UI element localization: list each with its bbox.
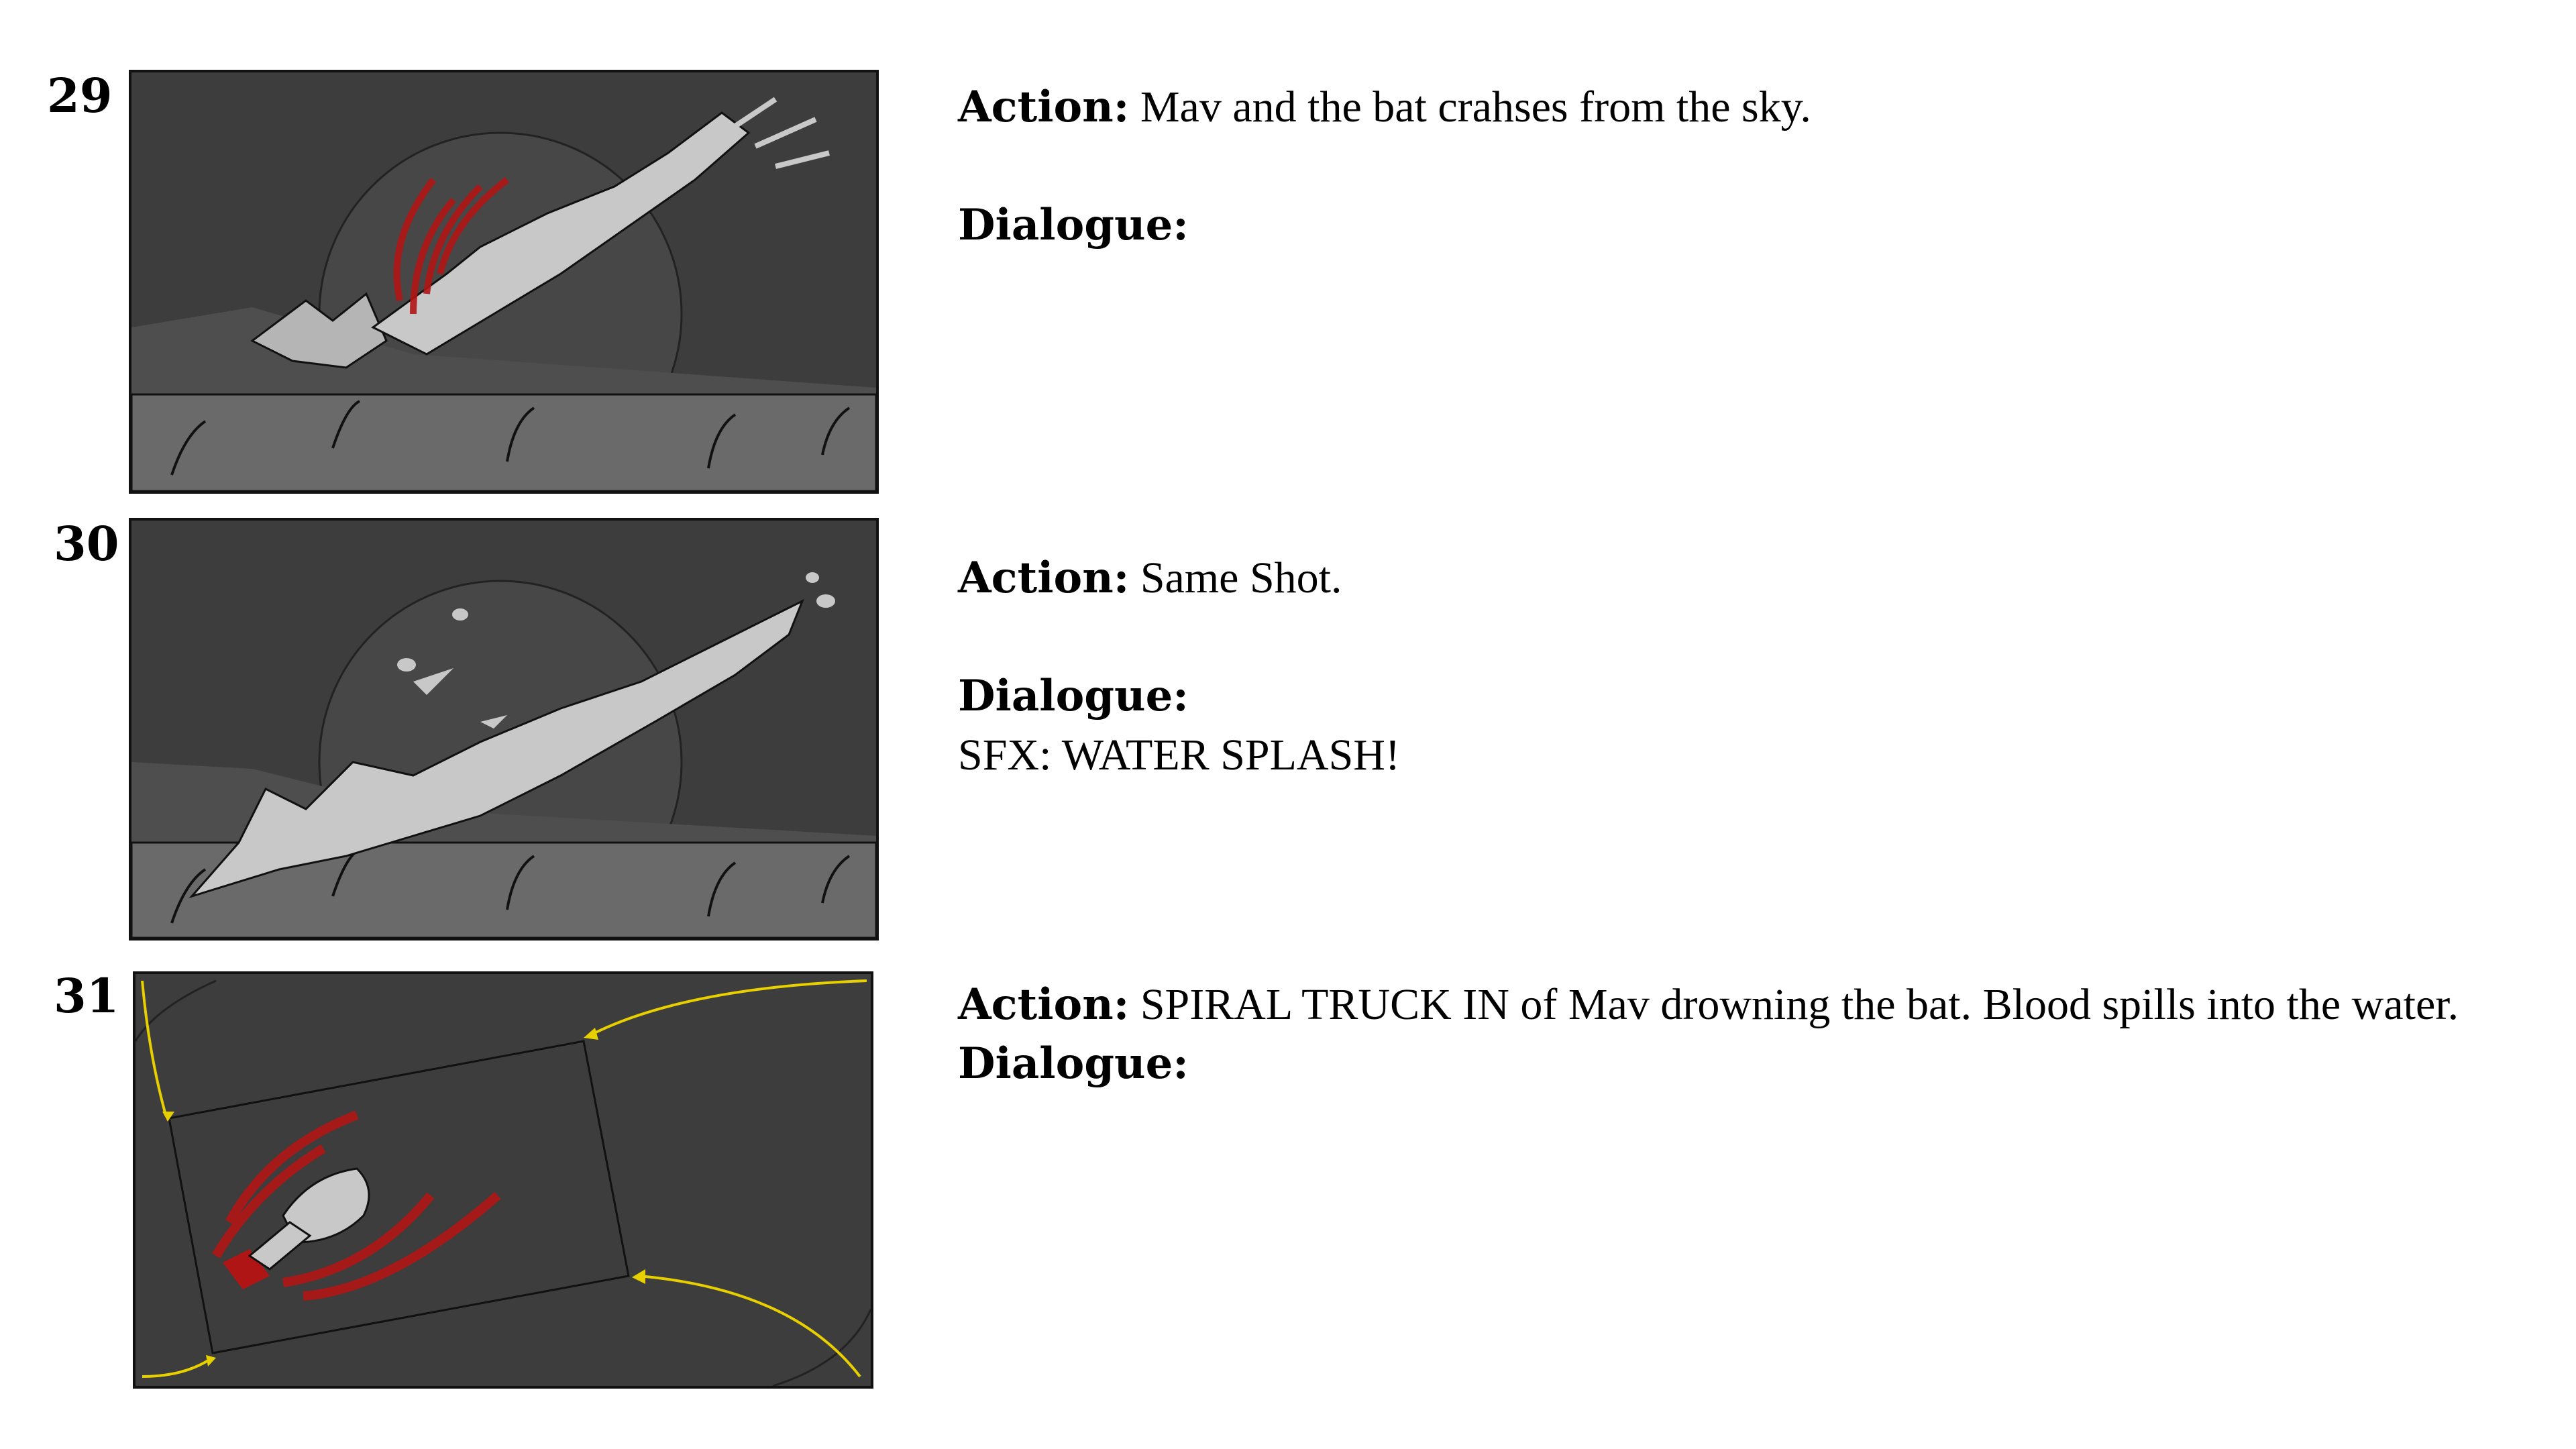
frame-illustration-crash <box>131 72 876 491</box>
action-line <box>958 975 2514 1034</box>
frame-illustration-splash <box>131 521 876 938</box>
dialogue-label: Dialogue: <box>958 1038 1189 1089</box>
action-text: SPIRAL TRUCK IN of Mav drowning the bat. Blood spills into the water. <box>1140 980 2459 1029</box>
shot-notes <box>958 78 2514 255</box>
dialogue-line <box>958 667 2514 726</box>
action-label: Action: <box>958 979 1130 1030</box>
action-text: Mav and the bat crahses from the sky. <box>1140 83 1811 131</box>
spacer <box>958 137 2514 196</box>
shot-notes <box>958 975 2514 1093</box>
storyboard-frame <box>129 518 879 941</box>
shot-number: 31 <box>54 968 119 1024</box>
action-line <box>958 549 2514 608</box>
spacer <box>958 608 2514 667</box>
storyboard-frame <box>129 70 879 494</box>
dialogue-label: Dialogue: <box>958 200 1189 250</box>
action-label: Action: <box>958 82 1130 132</box>
dialogue-label: Dialogue: <box>958 671 1189 721</box>
action-line <box>958 78 2514 137</box>
shot-number: 29 <box>47 68 113 123</box>
action-text: Same Shot. <box>1140 553 1342 602</box>
shot-notes <box>958 549 2514 785</box>
action-label: Action: <box>958 553 1130 603</box>
frame-illustration-spiral-truck <box>136 974 871 1386</box>
dialogue-line <box>958 1034 2514 1093</box>
storyboard-frame <box>133 971 873 1389</box>
dialogue-line <box>958 196 2514 255</box>
shot-number: 30 <box>54 516 119 572</box>
dialogue-text: SFX: WATER SPLASH! <box>958 731 1400 780</box>
